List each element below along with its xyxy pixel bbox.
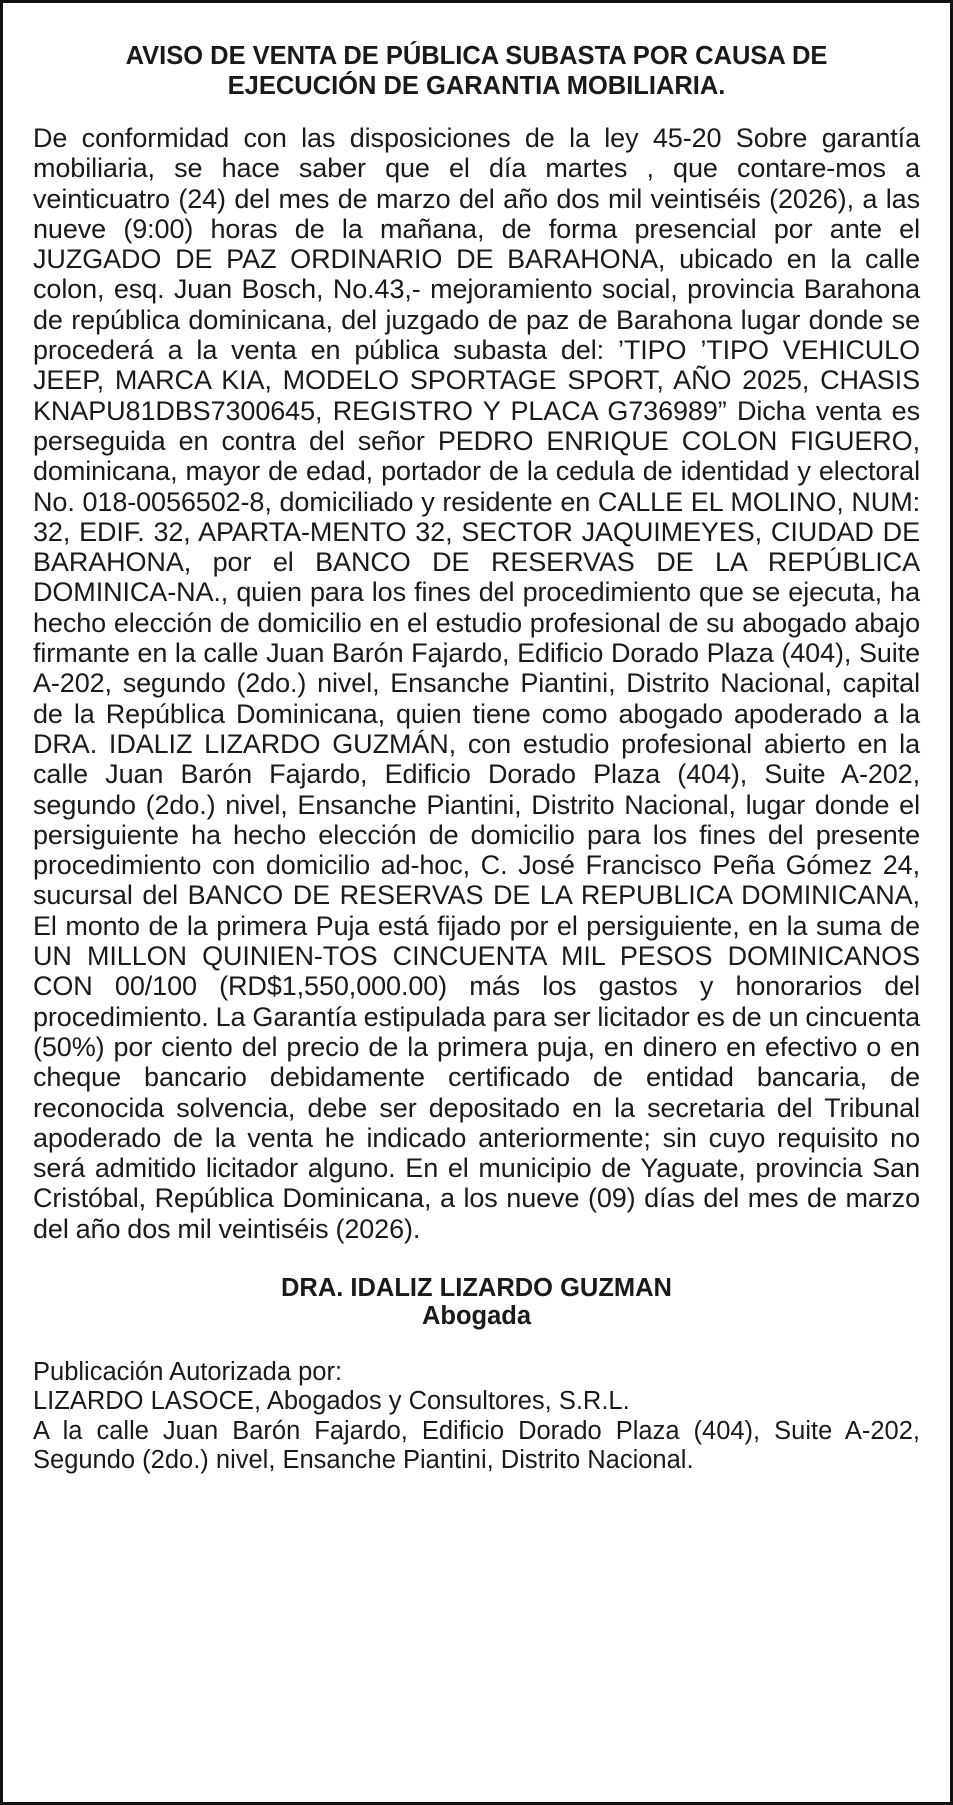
notice-content [33,41,920,1476]
publication-line-2: LIZARDO LASOCE, Abogados y Consultores, S.R.L. [33,1387,630,1416]
signer-role: Abogada [421,1301,532,1330]
notice-title [33,41,920,101]
signature-block [33,1274,920,1330]
publication-line-3: A la calle Juan Barón Fajardo, Edificio Dorado Plaza (404), Suite A-202, Segundo (2do.) nivel, Ensanche Piantini, Distrito Nacional. [33,1416,920,1475]
notice-title-line-1: AVISO DE VENTA DE PÚBLICA SUBASTA POR CAUSA DE [125,42,828,70]
notice-body: De conformidad con las disposiciones de la ley 45-20 Sobre garantía mobiliaria, se hace saber que el día martes , que contare-mos a veinticuatro (24) del mes de marzo del año dos mil veintiséis (2026), a las nueve (9:00) horas de la mañana, de forma presencial por ante el JUZGADO DE PAZ ORDINARIO DE BARAHONA, ubicado en la calle colon, esq. Juan Bosch, No.43,- mejoramiento social, provincia Barahona de república dominicana, del juzgado de paz de Barahona lugar donde se procederá a la venta en pública subasta del: ’TIPO ’TIPO VEHICULO JEEP, MARCA KIA, MODELO SPORTAGE SPORT, AÑO 2025, CHASIS KNAPU81DBS7300645, REGISTRO Y PLACA G736989” Dicha venta es perseguida en contra del señor PEDRO ENRIQUE COLON FIGUERO, dominicana, mayor de edad, portador de la cedula de identidad y electoral No. 018-0056502-8, domiciliado y residente en CALLE EL MOLINO, NUM: 32, EDIF. 32, APARTA-MENTO 32, SECTOR JAQUIMEYES, CIUDAD DE BARAHONA, por el BANCO DE RESERVAS DE LA REPÚBLICA DOMINICA-NA., quien para los fines del procedimiento que se ejecuta, ha hecho elección de domicilio en el estudio profesional de su abogado abajo firmante en la calle Juan Barón Fajardo, Edificio Dorado Plaza (404), Suite A-202, segundo (2do.) nivel, Ensanche Piantini, Distrito Nacional, capital de la República Dominicana, quien tiene como abogado apoderado a la DRA. IDALIZ LIZARDO GUZMÁN, con estudio profesional abierto en la calle Juan Barón Fajardo, Edificio Dorado Plaza (404), Suite A-202, segundo (2do.) nivel, Ensanche Piantini, Distrito Nacional, lugar donde el persiguiente ha hecho elección de domicilio para los fines del presente procedimiento con domicilio ad-hoc, C. José Francisco Peña Gómez 24, sucursal del BANCO DE RESERVAS DE LA REPUBLICA DOMINICANA, El monto de la primera Puja está fijado por el persiguiente, en la suma de UN MILLON QUINIEN-TOS CINCUENTA MIL PESOS DOMINICANOS CON 00/100 (RD$1,550,000.00) más los gastos y honorarios del procedimiento. La Garantía estipulada para ser licitador es de un cincuenta (50%) por ciento del precio de la primera puja, en dinero en efectivo o en cheque bancario debidamente certificado de entidad bancaria, de reconocida solvencia, debe ser depositado en la secretaria del Tribunal apoderado de la venta he indicado anteriormente; sin cuyo requisito no será admitido licitador alguno. En el municipio de Yaguate, provincia San Cristóbal, República Dominicana, a los nueve (09) días del mes de marzo del año dos mil veintiséis (2026). [33,123,920,1244]
publication-line-1: Publicación Autorizada por: [33,1357,343,1386]
publication-authorization [33,1358,920,1476]
signer-name: DRA. IDALIZ LIZARDO GUZMAN [281,1273,672,1302]
notice-title-line-2: EJECUCIÓN DE GARANTIA MOBILIARIA. [227,72,726,100]
